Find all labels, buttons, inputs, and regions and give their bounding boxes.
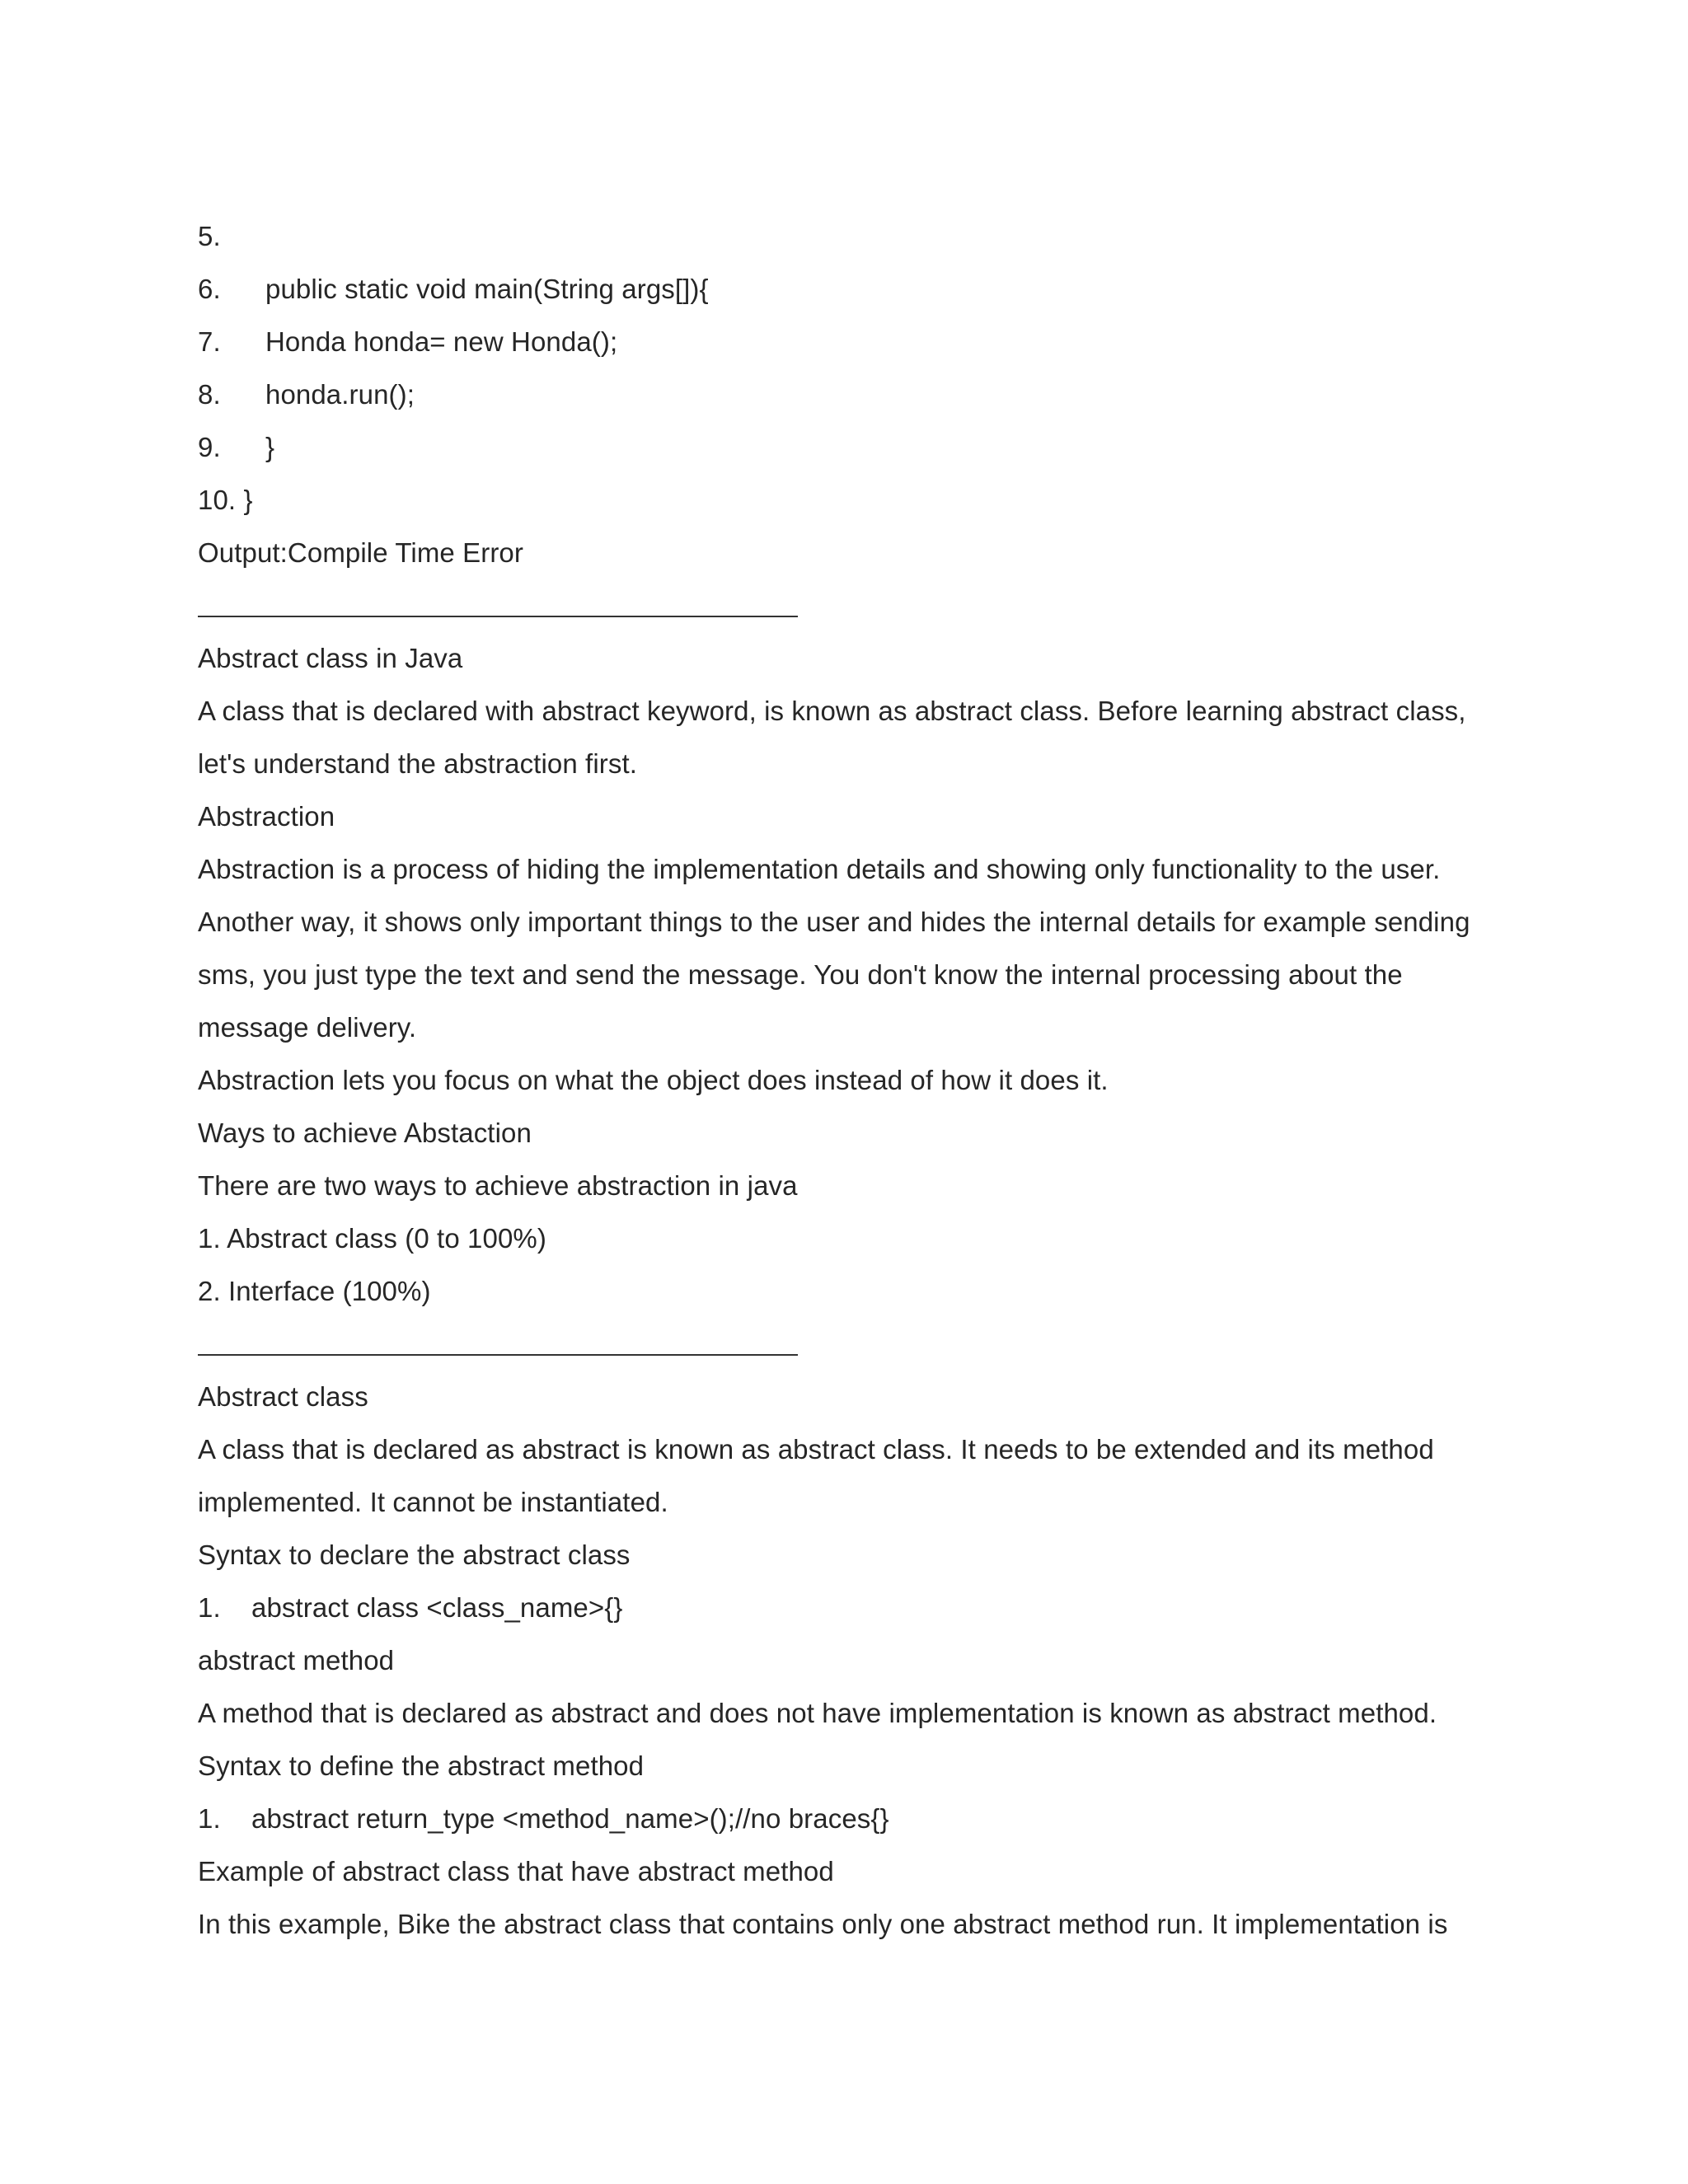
line-number: 7. xyxy=(198,326,221,357)
code-line-7 xyxy=(198,316,1500,368)
code-line-10: 10. } xyxy=(198,485,253,515)
paragraph-line: Abstraction is a process of hiding the implementation details and showing only functionality to the user. xyxy=(198,854,1441,884)
line-number: 1. xyxy=(198,1803,221,1834)
section-divider xyxy=(198,1318,1500,1371)
syntax-code-line xyxy=(198,1582,1500,1634)
syntax-heading: Syntax to define the abstract method xyxy=(198,1750,645,1781)
paragraph-line: implemented. It cannot be instantiated. xyxy=(198,1487,668,1517)
subsection-heading-abstract-method: abstract method xyxy=(198,1645,395,1675)
code-text: } xyxy=(265,432,275,462)
code-line-9 xyxy=(198,421,1500,474)
code-line-8 xyxy=(198,368,1500,421)
paragraph-line: message delivery. xyxy=(198,1012,417,1043)
section-heading-abstract-class-in-java: Abstract class in Java xyxy=(198,643,463,673)
list-item: 1. Abstract class (0 to 100%) xyxy=(198,1223,546,1254)
line-number: 8. xyxy=(198,379,221,410)
paragraph-line: There are two ways to achieve abstraction in java xyxy=(198,1170,798,1201)
code-line-5 xyxy=(198,210,1500,263)
line-number: 5. xyxy=(198,221,221,251)
line-number: 6. xyxy=(198,274,221,304)
section-heading-abstract-class: Abstract class xyxy=(198,1381,368,1412)
section-divider xyxy=(198,579,1500,632)
code-text: abstract return_type <method_name>();//no braces{} xyxy=(251,1803,889,1834)
paragraph-line: A class that is declared with abstract keyword, is known as abstract class. Before learning abstract class, xyxy=(198,696,1466,726)
code-text: abstract class <class_name>{} xyxy=(251,1592,623,1623)
paragraph-line: let's understand the abstraction first. xyxy=(198,748,637,779)
code-line-6 xyxy=(198,263,1500,316)
section-heading-ways-to-achieve: Ways to achieve Abstaction xyxy=(198,1118,532,1148)
code-text: public static void main(String args[]){ xyxy=(265,274,709,304)
code-text: honda.run(); xyxy=(265,379,415,410)
list-item: 2. Interface (100%) xyxy=(198,1276,431,1306)
page-content xyxy=(198,210,1500,1951)
syntax-heading: Syntax to declare the abstract class xyxy=(198,1540,631,1570)
paragraph-line: A class that is declared as abstract is known as abstract class. It needs to be extended and its method xyxy=(198,1434,1434,1465)
paragraph-line: Abstraction lets you focus on what the object does instead of how it does it. xyxy=(198,1065,1109,1095)
syntax-code-line xyxy=(198,1793,1500,1845)
code-text: Honda honda= new Honda(); xyxy=(265,326,618,357)
paragraph-line: In this example, Bike the abstract class that contains only one abstract method run. It implementation is xyxy=(198,1909,1448,1939)
paragraph-line: sms, you just type the text and send the message. You don't know the internal processing about the xyxy=(198,959,1403,990)
section-heading-abstraction: Abstraction xyxy=(198,801,335,832)
paragraph-line: Another way, it shows only important things to the user and hides the internal details for example sending xyxy=(198,907,1470,937)
line-number: 9. xyxy=(198,432,221,462)
paragraph-line: A method that is declared as abstract and does not have implementation is known as abstract method. xyxy=(198,1698,1437,1728)
output-line: Output:Compile Time Error xyxy=(198,537,523,568)
example-heading: Example of abstract class that have abstract method xyxy=(198,1856,834,1886)
line-number: 1. xyxy=(198,1592,221,1623)
